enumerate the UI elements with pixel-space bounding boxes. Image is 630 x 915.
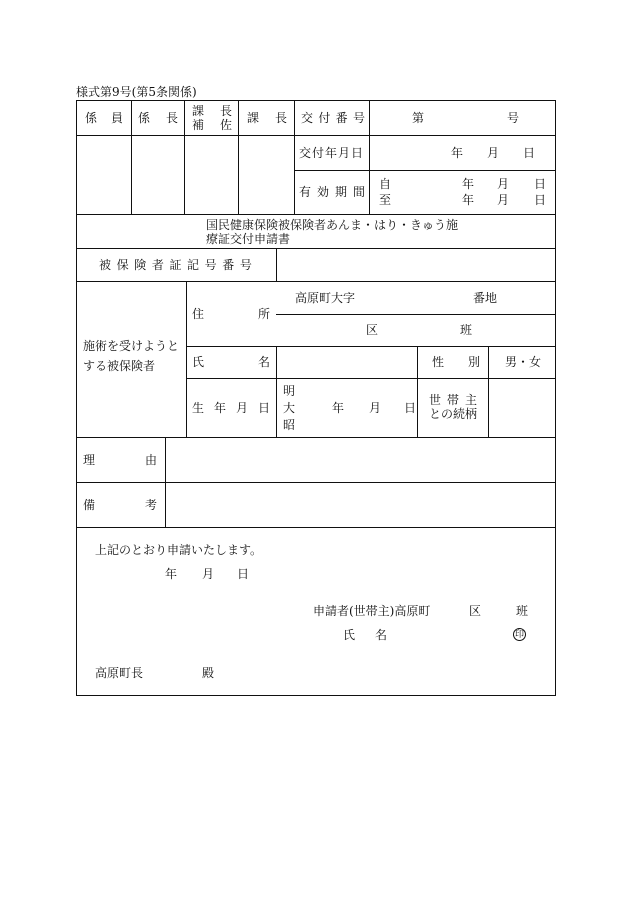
address-ku: 区: [366, 323, 379, 337]
recipient-label-line1: 施術を受けようと: [83, 339, 180, 353]
recipient-label-line2: する被保険者: [83, 359, 156, 373]
application-form: [76, 100, 556, 696]
birth-year: 年: [332, 401, 345, 415]
rule: [77, 281, 555, 282]
applicant-name-label: 氏 名: [343, 628, 387, 642]
rule: [276, 248, 277, 282]
rule: [294, 101, 295, 214]
issue-date-label: 交付年月日: [299, 146, 365, 160]
rule: [369, 101, 370, 214]
rule: [186, 281, 187, 437]
validity-to-year: 年: [462, 193, 475, 207]
rule: [77, 482, 555, 483]
kacho-stamp-box: [239, 136, 294, 214]
seal-mark: 印: [514, 630, 524, 640]
name-label: 氏 名: [192, 355, 270, 369]
address-town: 高原町大字: [295, 291, 356, 305]
kakari-cho-stamp-box: [132, 136, 184, 214]
kacho-header: 課 長: [247, 111, 287, 125]
applicant-ku: 区: [469, 604, 482, 618]
validity-from-month: 月: [497, 177, 510, 191]
validity-to-day: 日: [534, 193, 547, 207]
rule: [276, 346, 277, 437]
issue-number-prefix: 第: [412, 111, 425, 125]
sex-options: 男・女: [505, 355, 542, 369]
issue-number-label: 交 付 番 号: [301, 111, 365, 125]
issue-date-year: 年: [451, 146, 464, 160]
validity-label: 有 効 期 間: [299, 185, 365, 199]
applicant-label: 申請者(世帯主)高原町: [313, 604, 431, 618]
validity-to: 至: [379, 193, 392, 207]
sex-label: 性 別: [432, 355, 480, 369]
rule: [276, 314, 555, 315]
addressee: 高原町長: [95, 666, 144, 680]
reason-label: 理 由: [83, 453, 157, 467]
era-taisho: 大: [283, 401, 296, 415]
rule: [77, 248, 555, 249]
validity-from-day: 日: [534, 177, 547, 191]
application-date-year: 年: [165, 567, 178, 581]
birth-date-label: 生 年 月 日: [192, 401, 270, 415]
rule: [488, 346, 489, 437]
validity-from-year: 年: [462, 177, 475, 191]
application-statement: 上記のとおり申請いたします。: [95, 543, 263, 557]
rule: [77, 527, 555, 528]
birth-month: 月: [369, 401, 382, 415]
kacho-hosa-header-bottom: 補 佐: [192, 118, 232, 132]
rule: [77, 437, 555, 438]
issue-number-suffix: 号: [507, 111, 520, 125]
rule: [294, 170, 555, 171]
address-banchi: 番地: [473, 291, 498, 305]
form-number-label: 様式第9号(第5条関係): [76, 85, 197, 99]
rule: [77, 214, 555, 215]
birth-day: 日: [404, 401, 417, 415]
validity-to-month: 月: [497, 193, 510, 207]
application-date-month: 月: [202, 567, 215, 581]
kacho-hosa-header-top: 課 長: [192, 104, 232, 118]
kacho-hosa-stamp-box: [185, 136, 238, 214]
remarks-label: 備 考: [83, 498, 157, 512]
issue-date-month: 月: [487, 146, 500, 160]
relation-label-line2: との続柄: [429, 407, 478, 421]
applicant-han: 班: [516, 604, 529, 618]
address-han: 班: [460, 323, 473, 337]
rule: [186, 378, 555, 379]
rule: [165, 437, 166, 527]
honorific: 殿: [202, 666, 215, 680]
issue-date-day: 日: [523, 146, 536, 160]
address-label: 住 所: [192, 307, 270, 321]
form-title-line2: 療証交付申請書: [206, 232, 291, 246]
insured-card-number-label: 被 保 険 者 証 記 号 番 号: [99, 258, 252, 272]
rule: [417, 346, 418, 437]
kakari-cho-header: 係 長: [138, 111, 178, 125]
era-showa: 昭: [283, 418, 296, 432]
kakari-in-header: 係 員: [85, 111, 123, 125]
application-date-day: 日: [237, 567, 250, 581]
rule: [186, 346, 555, 347]
relation-label-line1: 世 帯 主: [429, 393, 477, 407]
era-meiji: 明: [283, 384, 296, 398]
kakari-in-stamp-box: [77, 136, 131, 214]
validity-from: 自: [379, 177, 392, 191]
form-title-line1: 国民健康保険被保険者あんま・はり・きゅう施: [206, 218, 459, 232]
